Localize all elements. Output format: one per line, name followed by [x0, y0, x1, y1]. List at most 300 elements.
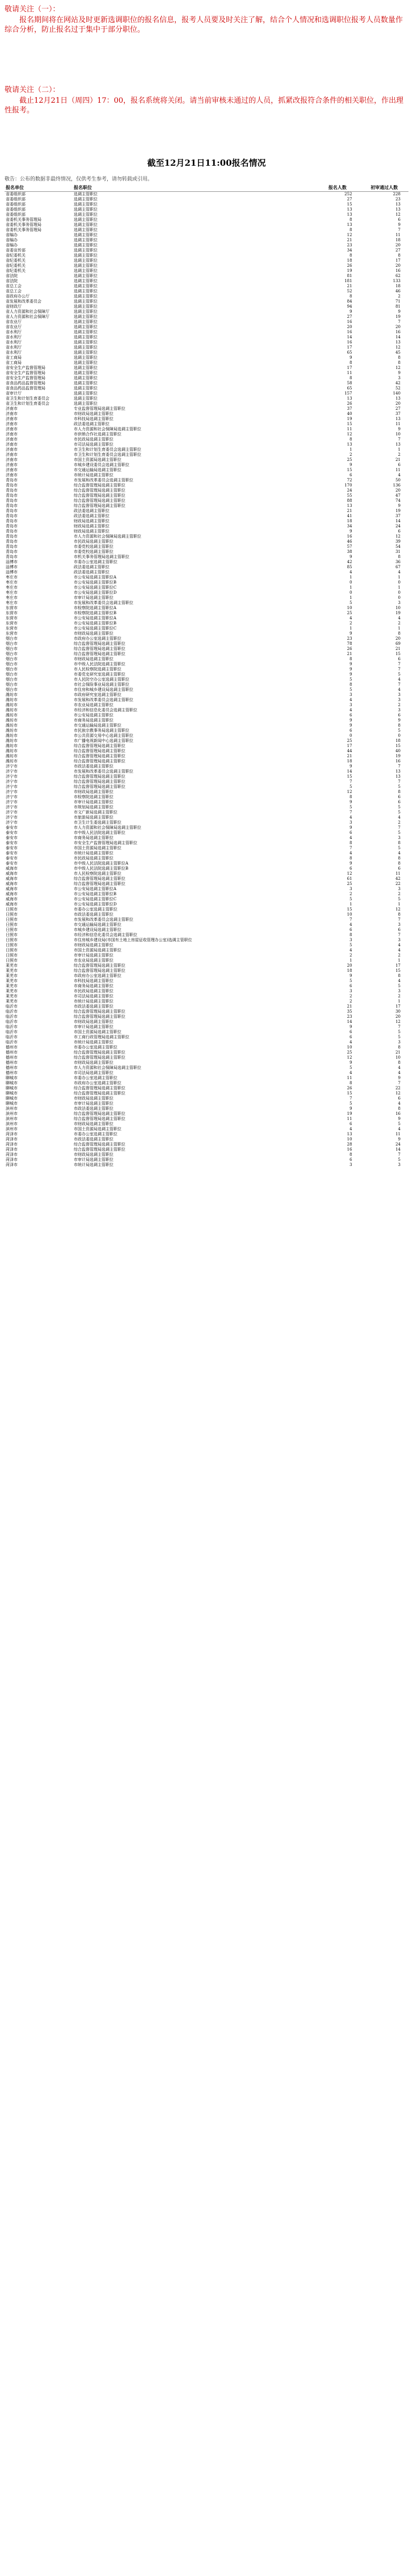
cell-position: 综合监督管理局选调主管职位 — [74, 1009, 126, 1014]
cell-position: 选调主管职位 — [74, 309, 98, 314]
cell-position: 市政法委选调主管职位 — [74, 1137, 114, 1142]
cell-position: 市公安局选调主管职位D — [74, 902, 117, 907]
cell-position: 市公安局选调主管职位B — [74, 892, 117, 896]
cell-approved: 5 — [398, 728, 401, 733]
table-row — [5, 458, 408, 463]
cell-applicants: 13 — [347, 223, 352, 227]
cell-unit: 聊城市 — [6, 1101, 18, 1106]
cell-approved: 11 — [395, 871, 401, 876]
table-row — [5, 590, 408, 595]
cell-position: 综合监督管理局选调主管职位 — [74, 504, 126, 508]
cell-applicants: 14 — [347, 769, 352, 774]
cell-position: 选调主管职位 — [74, 335, 98, 339]
table-row — [5, 294, 408, 299]
cell-applicants: 38 — [347, 549, 352, 554]
cell-unit: 青岛市 — [6, 555, 18, 559]
cell-position: 选调主管职位 — [74, 197, 98, 202]
cell-unit: 威海市 — [6, 871, 18, 876]
cell-applicants: 12 — [347, 1055, 352, 1060]
cell-applicants: 8 — [349, 217, 352, 222]
cell-applicants: 5 — [349, 897, 352, 901]
table-header-row — [5, 184, 408, 192]
cell-unit: 济南市 — [6, 452, 18, 457]
cell-position: 市统计局选调主管职位 — [74, 1040, 114, 1044]
cell-applicants: 5 — [349, 979, 352, 983]
table-row — [5, 595, 408, 601]
cell-unit: 潍坊市 — [6, 739, 18, 743]
cell-unit: 日照市 — [6, 928, 18, 932]
table-row — [5, 437, 408, 442]
table-row — [5, 866, 408, 871]
table-row — [5, 718, 408, 723]
cell-applicants: 4 — [349, 1040, 352, 1044]
cell-applicants: 15 — [347, 422, 352, 426]
cell-approved: 3 — [398, 708, 401, 712]
table-row — [5, 360, 408, 366]
cell-approved: 7 — [398, 933, 401, 937]
notice-one — [5, 5, 408, 35]
cell-unit: 东营市 — [6, 606, 18, 610]
table-row — [5, 682, 408, 687]
cell-applicants: 6 — [349, 1157, 352, 1162]
page-title: 截至12月21日11:00报名情况 — [147, 158, 266, 168]
table-body — [5, 192, 408, 1168]
cell-position: 市城乡建设局选调主管职位 — [74, 928, 122, 932]
cell-applicants: 8 — [349, 841, 352, 845]
cell-position: 市公安局选调主管职位A — [74, 887, 117, 891]
cell-applicants: 181 — [344, 279, 352, 283]
table-row — [5, 498, 408, 504]
cell-unit: 济宁市 — [6, 810, 18, 815]
cell-applicants: 58 — [347, 381, 352, 385]
cell-approved: 0 — [398, 580, 401, 585]
cell-unit: 青岛市 — [6, 544, 18, 549]
cell-position: 综合监督管理局选调主管职位 — [74, 488, 126, 493]
cell-position: 市城乡建设委员会选调主管职位 — [74, 463, 130, 467]
notice-one-body: 报名期间将在网站及时更新选调职位的报名信息，报考人员要及时关注了解，结合个人情况和选调职位报考人员数量作综合分析，防止报名过于集中于部分职位。 — [5, 16, 403, 34]
cell-applicants: 4 — [349, 1127, 352, 1131]
table-row — [5, 902, 408, 907]
cell-applicants: 18 — [347, 759, 352, 763]
cell-unit: 省水利厅 — [6, 350, 22, 355]
cell-approved: 18 — [395, 238, 401, 242]
cell-unit: 威海市 — [6, 892, 18, 896]
cell-approved: 14 — [395, 519, 401, 523]
cell-approved: 9 — [398, 1137, 401, 1142]
cell-applicants: 12 — [347, 432, 352, 437]
cell-approved: 42 — [395, 876, 401, 881]
cell-applicants: 46 — [347, 539, 352, 544]
cell-unit: 枣庄市 — [6, 595, 18, 600]
column-header-position: 报名职位 — [73, 184, 315, 192]
table-row — [5, 1014, 408, 1020]
table-row — [5, 223, 408, 228]
cell-approved: 17 — [395, 963, 401, 968]
table-row — [5, 739, 408, 744]
table-row — [5, 335, 408, 340]
cell-approved: 12 — [395, 212, 401, 217]
cell-position: 综合监督管理局选调主管职位 — [74, 641, 126, 646]
table-row — [5, 774, 408, 779]
cell-applicants: 5 — [349, 784, 352, 789]
cell-applicants: 13 — [347, 207, 352, 212]
cell-unit: 青岛市 — [6, 488, 18, 493]
cell-unit: 潍坊市 — [6, 728, 18, 733]
cell-position: 市科技局选调主管职位 — [74, 417, 114, 421]
table-row — [5, 836, 408, 841]
table-row — [5, 555, 408, 560]
cell-unit: 泰安市 — [6, 851, 18, 855]
table-row — [5, 907, 408, 912]
table-row — [5, 846, 408, 851]
cell-approved: 5 — [398, 1157, 401, 1162]
cell-applicants: 13 — [347, 442, 352, 447]
table-row — [5, 1050, 408, 1055]
cell-unit: 日照市 — [6, 933, 18, 937]
cell-position: 市广播电视新闻中心选调主管职位 — [74, 739, 134, 743]
cell-unit: 省水利厅 — [6, 345, 22, 350]
cell-approved: 0 — [398, 595, 401, 600]
cell-position: 市政府办公室选调主管职位 — [74, 974, 122, 978]
cell-applicants: 3 — [349, 820, 352, 825]
cell-applicants: 20 — [347, 325, 352, 329]
cell-applicants: 16 — [347, 340, 352, 345]
cell-approved: 7 — [398, 764, 401, 769]
cell-applicants: 85 — [347, 565, 352, 569]
cell-unit: 省安全生产监督管理局 — [6, 371, 45, 375]
table-row — [5, 917, 408, 922]
table-row — [5, 539, 408, 544]
table-row — [5, 417, 408, 422]
cell-position: 市委办公室选调主管职位 — [74, 1132, 118, 1136]
table-row — [5, 1117, 408, 1122]
cell-approved: 1 — [398, 626, 401, 631]
cell-approved: 9 — [398, 1117, 401, 1121]
cell-approved: 16 — [395, 330, 401, 334]
table-row — [5, 631, 408, 636]
cell-position: 综合监督管理局选调主管职位 — [74, 483, 126, 488]
cell-applicants: 8 — [349, 376, 352, 380]
table-row — [5, 1142, 408, 1147]
cell-unit: 青岛市 — [6, 524, 18, 528]
cell-applicants: 2 — [349, 994, 352, 998]
cell-approved: 6 — [398, 463, 401, 467]
cell-position: 选调主管职位 — [74, 391, 98, 396]
cell-approved: 3 — [398, 376, 401, 380]
cell-applicants: 8 — [349, 1152, 352, 1157]
cell-position: 市统计局选调主管职位 — [74, 473, 114, 477]
notice-two-body: 截止12月21日（周四）17：00，报名系统将关闭。请当前审核未通过的人员，抓紧改报符合条件的相关职位，作出理性报考。 — [5, 97, 404, 115]
table-row — [5, 1020, 408, 1025]
cell-unit: 滨州市 — [6, 1122, 18, 1126]
cell-position: 综合监督管理局选调主管职位 — [74, 749, 126, 753]
table-row — [5, 698, 408, 703]
cell-position: 选调主管职位 — [74, 192, 98, 196]
cell-position: 市人民检察院选调主管职位 — [74, 871, 122, 876]
cell-position: 综合监督管理局选调主管职位 — [74, 647, 126, 651]
cell-unit: 滨州市 — [6, 1111, 18, 1116]
cell-applicants: 42 — [347, 560, 352, 564]
cell-approved: 7 — [398, 682, 401, 687]
cell-applicants: 26 — [347, 647, 352, 651]
cell-position: 市发展和改革委员会选调主管职位 — [74, 601, 134, 605]
cell-unit: 青岛市 — [6, 514, 18, 518]
cell-approved: 8 — [398, 723, 401, 728]
table-row — [5, 386, 408, 391]
cell-approved: 2 — [398, 294, 401, 299]
table-row — [5, 1040, 408, 1045]
table-row — [5, 1060, 408, 1065]
cell-position: 市公安局选调主管职位C — [74, 585, 117, 590]
cell-approved: 4 — [398, 851, 401, 855]
cell-approved: 3 — [398, 938, 401, 942]
cell-applicants: 17 — [347, 345, 352, 350]
cell-approved: 19 — [395, 754, 401, 758]
table-row — [5, 238, 408, 243]
cell-unit: 省财政厅 — [6, 304, 22, 309]
cell-applicants: 17 — [347, 366, 352, 370]
cell-approved: 36 — [395, 560, 401, 564]
cell-position: 市审计局选调主管职位 — [74, 595, 114, 600]
cell-position: 市审计局选调主管职位 — [74, 800, 114, 804]
cell-unit: 日照市 — [6, 938, 18, 942]
cell-applicants: 6 — [349, 1030, 352, 1034]
table-row — [5, 876, 408, 882]
cell-position: 市卫生和计划生育委员会选调主管职位 — [74, 447, 142, 452]
cell-position: 选调主管职位 — [74, 350, 98, 355]
cell-unit: 济宁市 — [6, 790, 18, 794]
cell-position: 选调主管职位 — [74, 274, 98, 278]
cell-position: 市财政局选调主管职位 — [74, 1096, 114, 1101]
cell-approved: 39 — [395, 539, 401, 544]
cell-unit: 东营市 — [6, 626, 18, 631]
cell-applicants: 18 — [347, 258, 352, 263]
cell-applicants: 4 — [349, 851, 352, 855]
table-row — [5, 657, 408, 662]
cell-position: 市中级人民法院选调主管职位A — [74, 861, 129, 866]
table-row — [5, 258, 408, 263]
cell-unit: 潍坊市 — [6, 754, 18, 758]
cell-unit: 烟台市 — [6, 682, 18, 687]
cell-unit: 省总工会 — [6, 284, 22, 288]
cell-approved: 2 — [398, 820, 401, 825]
cell-position: 政法委选调主管职位 — [74, 509, 110, 513]
cell-approved: 11 — [395, 1132, 401, 1136]
cell-approved: 47 — [395, 493, 401, 498]
cell-approved: 5 — [398, 805, 401, 809]
cell-applicants: 9 — [349, 463, 352, 467]
cell-approved: 133 — [393, 279, 401, 283]
table-row — [5, 320, 408, 325]
table-row — [5, 733, 408, 739]
table-row — [5, 601, 408, 606]
table-row — [5, 687, 408, 693]
cell-unit: 省安全生产监督管理局 — [6, 366, 45, 370]
cell-unit: 菏泽市 — [6, 1142, 18, 1147]
cell-unit: 菏泽市 — [6, 1163, 18, 1167]
cell-position: 市委党校选调主管职位 — [74, 544, 114, 549]
cell-applicants: 21 — [347, 284, 352, 288]
cell-position: 市公安局选调主管职位 — [74, 713, 114, 718]
cell-unit: 枣庄市 — [6, 585, 18, 590]
cell-applicants: 9 — [349, 825, 352, 830]
cell-approved: 3 — [398, 922, 401, 927]
cell-unit: 济南市 — [6, 427, 18, 431]
cell-unit: 淄博市 — [6, 565, 18, 569]
table-row — [5, 376, 408, 381]
cell-position: 市财政局选调主管职位 — [74, 1060, 114, 1065]
cell-unit: 济宁市 — [6, 800, 18, 804]
cell-position: 选调主管职位 — [74, 243, 98, 247]
cell-applicants: 6 — [349, 713, 352, 718]
cell-position: 市政法委选调主管职位 — [74, 912, 114, 917]
cell-position: 选调主管职位 — [74, 401, 98, 406]
table-row — [5, 233, 408, 238]
cell-unit: 聊城市 — [6, 1096, 18, 1101]
cell-position: 市公共资源交易中心选调主管职位 — [74, 733, 134, 738]
table-row — [5, 779, 408, 784]
table-row — [5, 1025, 408, 1030]
table-row — [5, 509, 408, 514]
table-row — [5, 253, 408, 258]
cell-position: 选调主管职位 — [74, 314, 98, 319]
cell-applicants: 11 — [347, 1117, 352, 1121]
cell-applicants: 11 — [347, 371, 352, 375]
cell-unit: 省委组织部 — [6, 212, 26, 217]
cell-position: 市政府办公室选调主管职位 — [74, 636, 122, 641]
cell-approved: 13 — [395, 340, 401, 345]
cell-position: 市财政局选调主管职位 — [74, 943, 114, 947]
cell-approved: 8 — [398, 1060, 401, 1065]
cell-applicants: 84 — [347, 299, 352, 304]
cell-approved: 9 — [398, 427, 401, 431]
cell-unit: 省水利厅 — [6, 335, 22, 339]
cell-position: 市检察院选调主管职位B — [74, 611, 117, 615]
cell-unit: 省卫生和计划生育委员会 — [6, 396, 49, 401]
cell-applicants: 19 — [347, 1111, 352, 1116]
cell-position: 市统计局选调主管职位 — [74, 851, 114, 855]
cell-position: 市司法局选调主管职位 — [74, 1071, 114, 1075]
cell-applicants: 65 — [347, 350, 352, 355]
cell-position: 选调主管职位 — [74, 366, 98, 370]
cell-unit: 青岛市 — [6, 534, 18, 539]
cell-position: 市统计局选调主管职位 — [74, 999, 114, 1004]
cell-applicants: 5 — [349, 1101, 352, 1106]
cell-approved: 16 — [395, 1111, 401, 1116]
cell-position: 市交通运输局选调主管职位 — [74, 723, 122, 728]
cell-approved: 12 — [395, 1091, 401, 1096]
table-row — [5, 1055, 408, 1060]
cell-applicants: 8 — [349, 1081, 352, 1085]
cell-position: 综合监督管理局选调主管职位 — [74, 1111, 126, 1116]
cell-approved: 12 — [395, 345, 401, 350]
cell-applicants: 9 — [349, 662, 352, 666]
cell-applicants: 7 — [349, 1096, 352, 1101]
cell-position: 综合监督管理局选调主管职位 — [74, 744, 126, 748]
cell-position: 综合监督管理局选调主管职位 — [74, 774, 126, 779]
cell-approved: 3 — [398, 1163, 401, 1167]
cell-approved: 40 — [395, 749, 401, 753]
cell-approved: 4 — [398, 473, 401, 477]
cell-approved: 13 — [395, 202, 401, 207]
cell-unit: 省食品药品监督管理局 — [6, 381, 45, 385]
cell-approved: 4 — [398, 616, 401, 620]
table-row — [5, 667, 408, 672]
cell-unit: 泰安市 — [6, 830, 18, 835]
cell-position: 选调主管职位 — [74, 396, 98, 401]
cell-unit: 济南市 — [6, 473, 18, 477]
table-row — [5, 1152, 408, 1157]
table-row — [5, 396, 408, 401]
table-row — [5, 1163, 408, 1168]
cell-applicants: 23 — [347, 243, 352, 247]
cell-unit: 淄博市 — [6, 560, 18, 564]
cell-position: 选调主管职位 — [74, 233, 98, 237]
cell-position: 市工商行政管理局选调主管职位 — [74, 1035, 130, 1039]
cell-applicants: 9 — [349, 974, 352, 978]
table-row — [5, 887, 408, 892]
cell-approved: 1 — [398, 585, 401, 590]
cell-position: 市委办公室选调主管职位 — [74, 1076, 118, 1080]
cell-unit: 泰安市 — [6, 825, 18, 830]
notice-one-title: 敬请关注（一）： — [5, 5, 60, 14]
cell-unit: 烟台市 — [6, 687, 18, 692]
cell-unit: 德州市 — [6, 1060, 18, 1065]
cell-approved: 6 — [398, 657, 401, 661]
cell-approved: 0 — [398, 590, 401, 595]
cell-approved: 7 — [398, 1025, 401, 1029]
cell-applicants: 61 — [347, 876, 352, 881]
table-row — [5, 1071, 408, 1076]
cell-approved: 4 — [398, 948, 401, 953]
cell-position: 市农业局选调主管职位 — [74, 958, 114, 963]
cell-unit: 临沂市 — [6, 1009, 18, 1014]
table-row — [5, 662, 408, 667]
cell-applicants: 21 — [347, 754, 352, 758]
cell-position: 综合监督管理局选调主管职位 — [74, 1147, 126, 1152]
cell-unit: 淄博市 — [6, 570, 18, 574]
cell-position: 市国土资源局选调主管职位 — [74, 458, 122, 462]
cell-unit: 泰安市 — [6, 856, 18, 861]
cell-approved: 4 — [398, 1071, 401, 1075]
cell-applicants: 15 — [347, 774, 352, 779]
cell-position: 市经济和信息化委员会选调主管职位 — [74, 708, 138, 712]
cell-approved: 3 — [398, 989, 401, 993]
table-row — [5, 652, 408, 657]
cell-approved: 9 — [398, 718, 401, 723]
cell-applicants: 1 — [349, 575, 352, 580]
cell-position: 市商务局选调主管职位 — [74, 836, 114, 840]
cell-approved: 17 — [395, 1004, 401, 1009]
cell-approved: 50 — [395, 478, 401, 483]
cell-position: 市财政局选调主管职位 — [74, 1122, 114, 1126]
cell-applicants: 19 — [347, 268, 352, 273]
cell-approved: 15 — [395, 744, 401, 748]
cell-applicants: 7 — [349, 917, 352, 922]
cell-applicants: 94 — [347, 304, 352, 309]
cell-position: 市公安局选调主管职位C — [74, 626, 117, 631]
cell-position: 市交通运输局选调主管职位 — [74, 468, 122, 472]
cell-approved: 5 — [398, 1030, 401, 1034]
cell-applicants: 13 — [347, 212, 352, 217]
table-row — [5, 636, 408, 641]
cell-applicants: 3 — [349, 1163, 352, 1167]
cell-applicants: 4 — [349, 616, 352, 620]
cell-applicants: 9 — [349, 667, 352, 672]
cell-unit: 日照市 — [6, 948, 18, 953]
cell-approved: 8 — [398, 856, 401, 861]
cell-position: 市民族宗教事务局选调主管职位 — [74, 728, 130, 733]
